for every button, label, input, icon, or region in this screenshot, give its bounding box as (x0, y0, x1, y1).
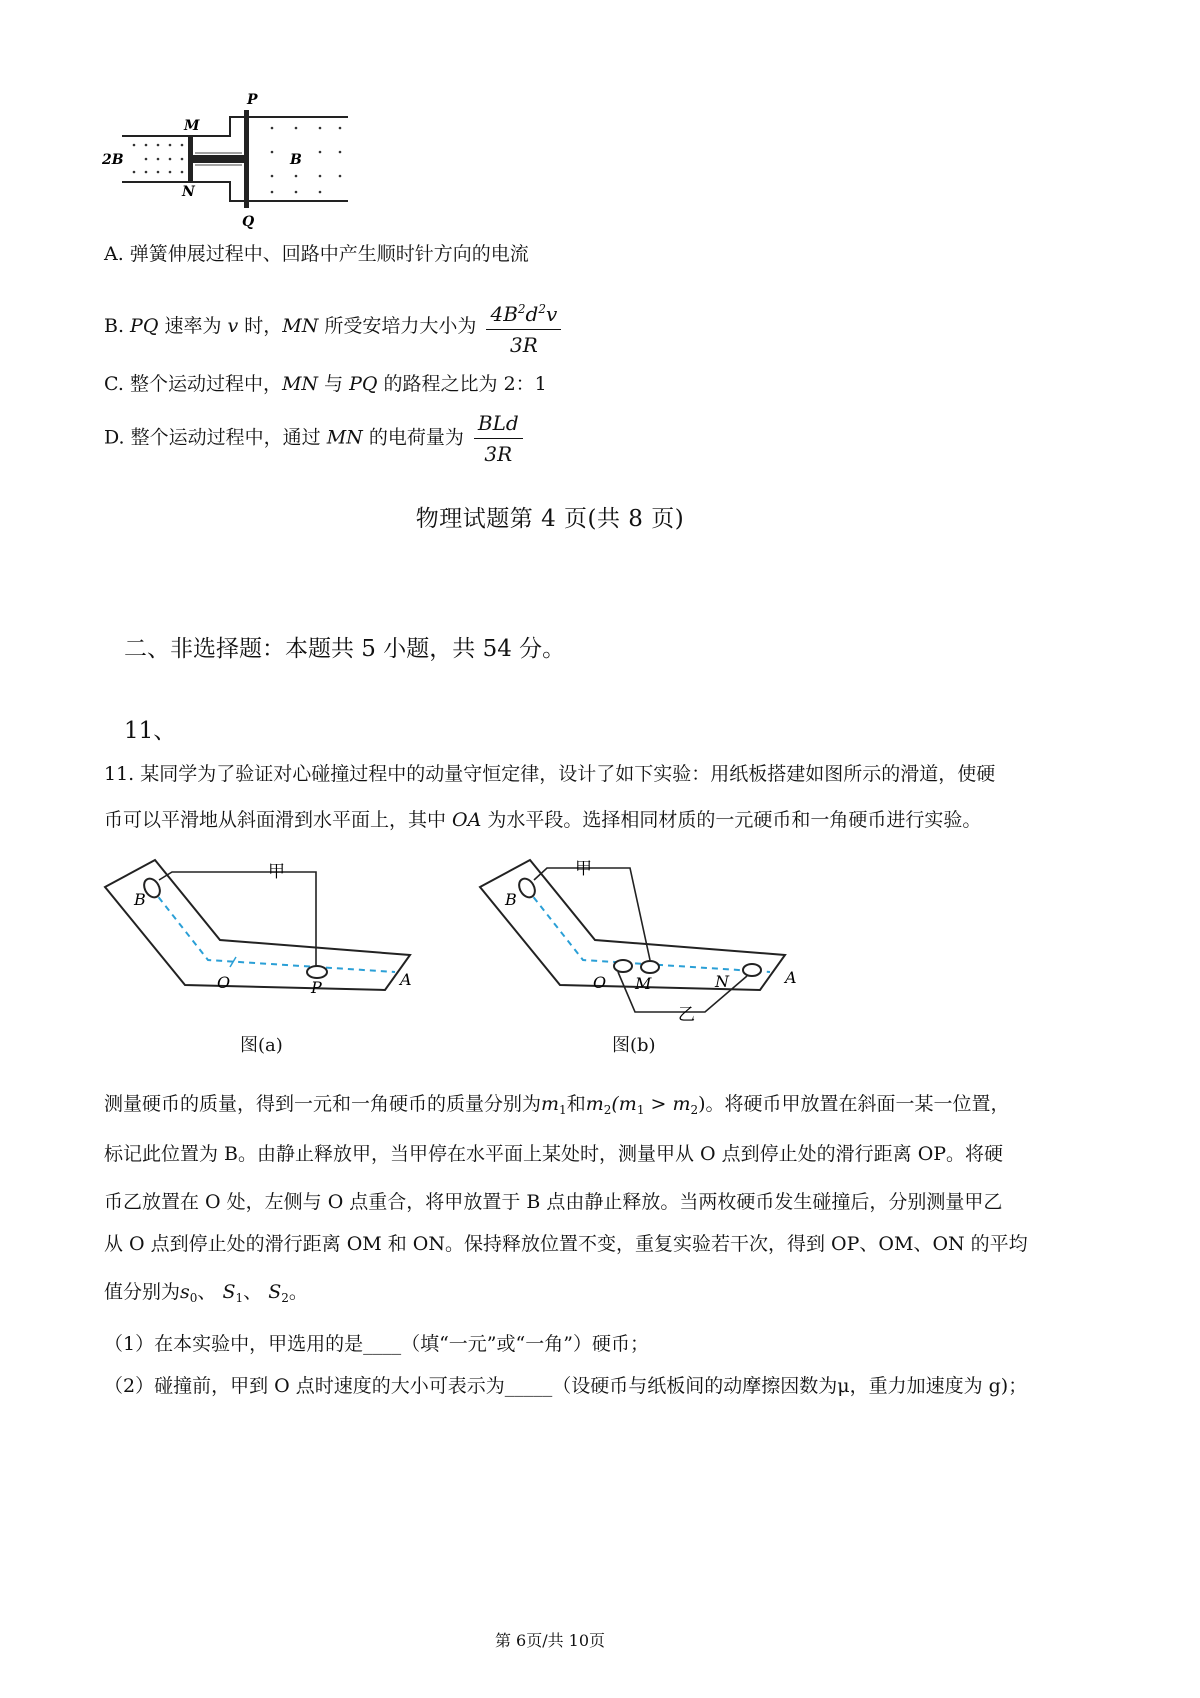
section-heading: 二、非选择题：本题共 5 小题，共 54 分。 (124, 636, 566, 662)
caption-a: 图(a) (240, 1035, 283, 1056)
fig-b-yi: 乙 (678, 1005, 695, 1025)
para-line3: 币乙放置在 O 处，左侧与 O 点重合，将甲放置于 B 点由静止释放。当两枚硬币发生碰撞后，分别测量甲乙 (104, 1191, 1003, 1213)
rails-figure (100, 90, 360, 235)
label-m: M (184, 118, 200, 134)
label-2b: 2B (102, 152, 124, 168)
option-b-prefix: B. (104, 315, 131, 337)
option-b-text2: 时， (238, 315, 283, 337)
option-b-mn: MN (282, 315, 319, 337)
option-b-v: v (227, 315, 239, 337)
para-line5: 值分别为$s_0$、 $S_1$、 $S_2$。 (104, 1281, 308, 1305)
fig-a-a: A (400, 970, 412, 989)
option-b-pq: PQ (130, 315, 159, 337)
para-line1: 测量硬币的质量，得到一元和一角硬币的质量分别为$m_1$和$m_2(m_1 > m_2)$。将硬币甲放置在斜面一某一位置， (104, 1093, 1010, 1117)
label-q: Q (242, 214, 255, 230)
option-b-text3: 所受安培力大小为 (318, 315, 477, 337)
option-a: A. 弹簧伸展过程中、回路中产生顺时针方向的电流 (104, 243, 529, 265)
para-line4: 从 O 点到停止处的滑行距离 OM 和 ON。保持释放位置不变，重复实验若干次，得到 OP、OM、ON 的平均 (104, 1233, 1028, 1255)
q11-line2: 币可以平滑地从斜面滑到水平面上，其中 OA 为水平段。选择相同材质的一元硬币和一角硬币进行实验。 (104, 809, 982, 831)
option-c: C. 整个运动过程中，MN 与 PQ 的路程之比为 2：1 (104, 373, 547, 395)
option-b-fraction: $\frac{4B^2d^2v}{3R}$ (486, 296, 561, 358)
page-footer: 第 6页/共 10页 (494, 1631, 606, 1650)
label-n: N (182, 184, 195, 200)
fig-a-jia: 甲 (268, 862, 285, 882)
option-b-text1: 速率为 (158, 315, 228, 337)
figure-b (475, 850, 805, 1030)
figure-a (100, 850, 430, 1000)
option-d: D. 整个运动过程中，通过 MN 的电荷量为 $\frac{\text{BLd}}{3R}$ (104, 410, 523, 467)
fig-a-o: O (217, 973, 231, 992)
page-title: 物理试题第 4 页(共 8 页) (415, 506, 685, 532)
fig-b-a: A (785, 968, 797, 987)
sub-question-2: （2）碰撞前，甲到 O 点时速度的大小可表示为_____（设硬币与纸板间的动摩擦因数为μ，重力加速度为 g)； (104, 1375, 1028, 1397)
fig-b-m: M (635, 974, 652, 993)
fig-b-o: O (593, 973, 607, 992)
option-b (104, 296, 561, 358)
label-p: P (247, 92, 258, 108)
fig-b-n: N (715, 972, 729, 991)
q11-line1: 11. 某同学为了验证对心碰撞过程中的动量守恒定律，设计了如下实验：用纸板搭建如图所示的滑道，使硬 (104, 763, 996, 785)
label-b: B (290, 152, 302, 168)
fig-a-b: B (134, 890, 146, 909)
option-d-fraction: $\frac{\text{BLd}}{3R}$ (474, 410, 523, 467)
fig-b-jia: 甲 (575, 859, 592, 879)
caption-b: 图(b) (612, 1035, 656, 1056)
para-line2: 标记此位置为 B。由静止释放甲，当甲停在水平面上某处时，测量甲从 O 点到停止处的滑行距离 OP。将硬 (104, 1143, 1004, 1165)
sub-question-1: （1）在本实验中，甲选用的是____（填“一元”或“一角”）硬币； (104, 1333, 649, 1355)
fig-b-b: B (505, 890, 517, 909)
question-number: 11、 (124, 718, 177, 744)
fig-a-p: P (311, 978, 322, 997)
